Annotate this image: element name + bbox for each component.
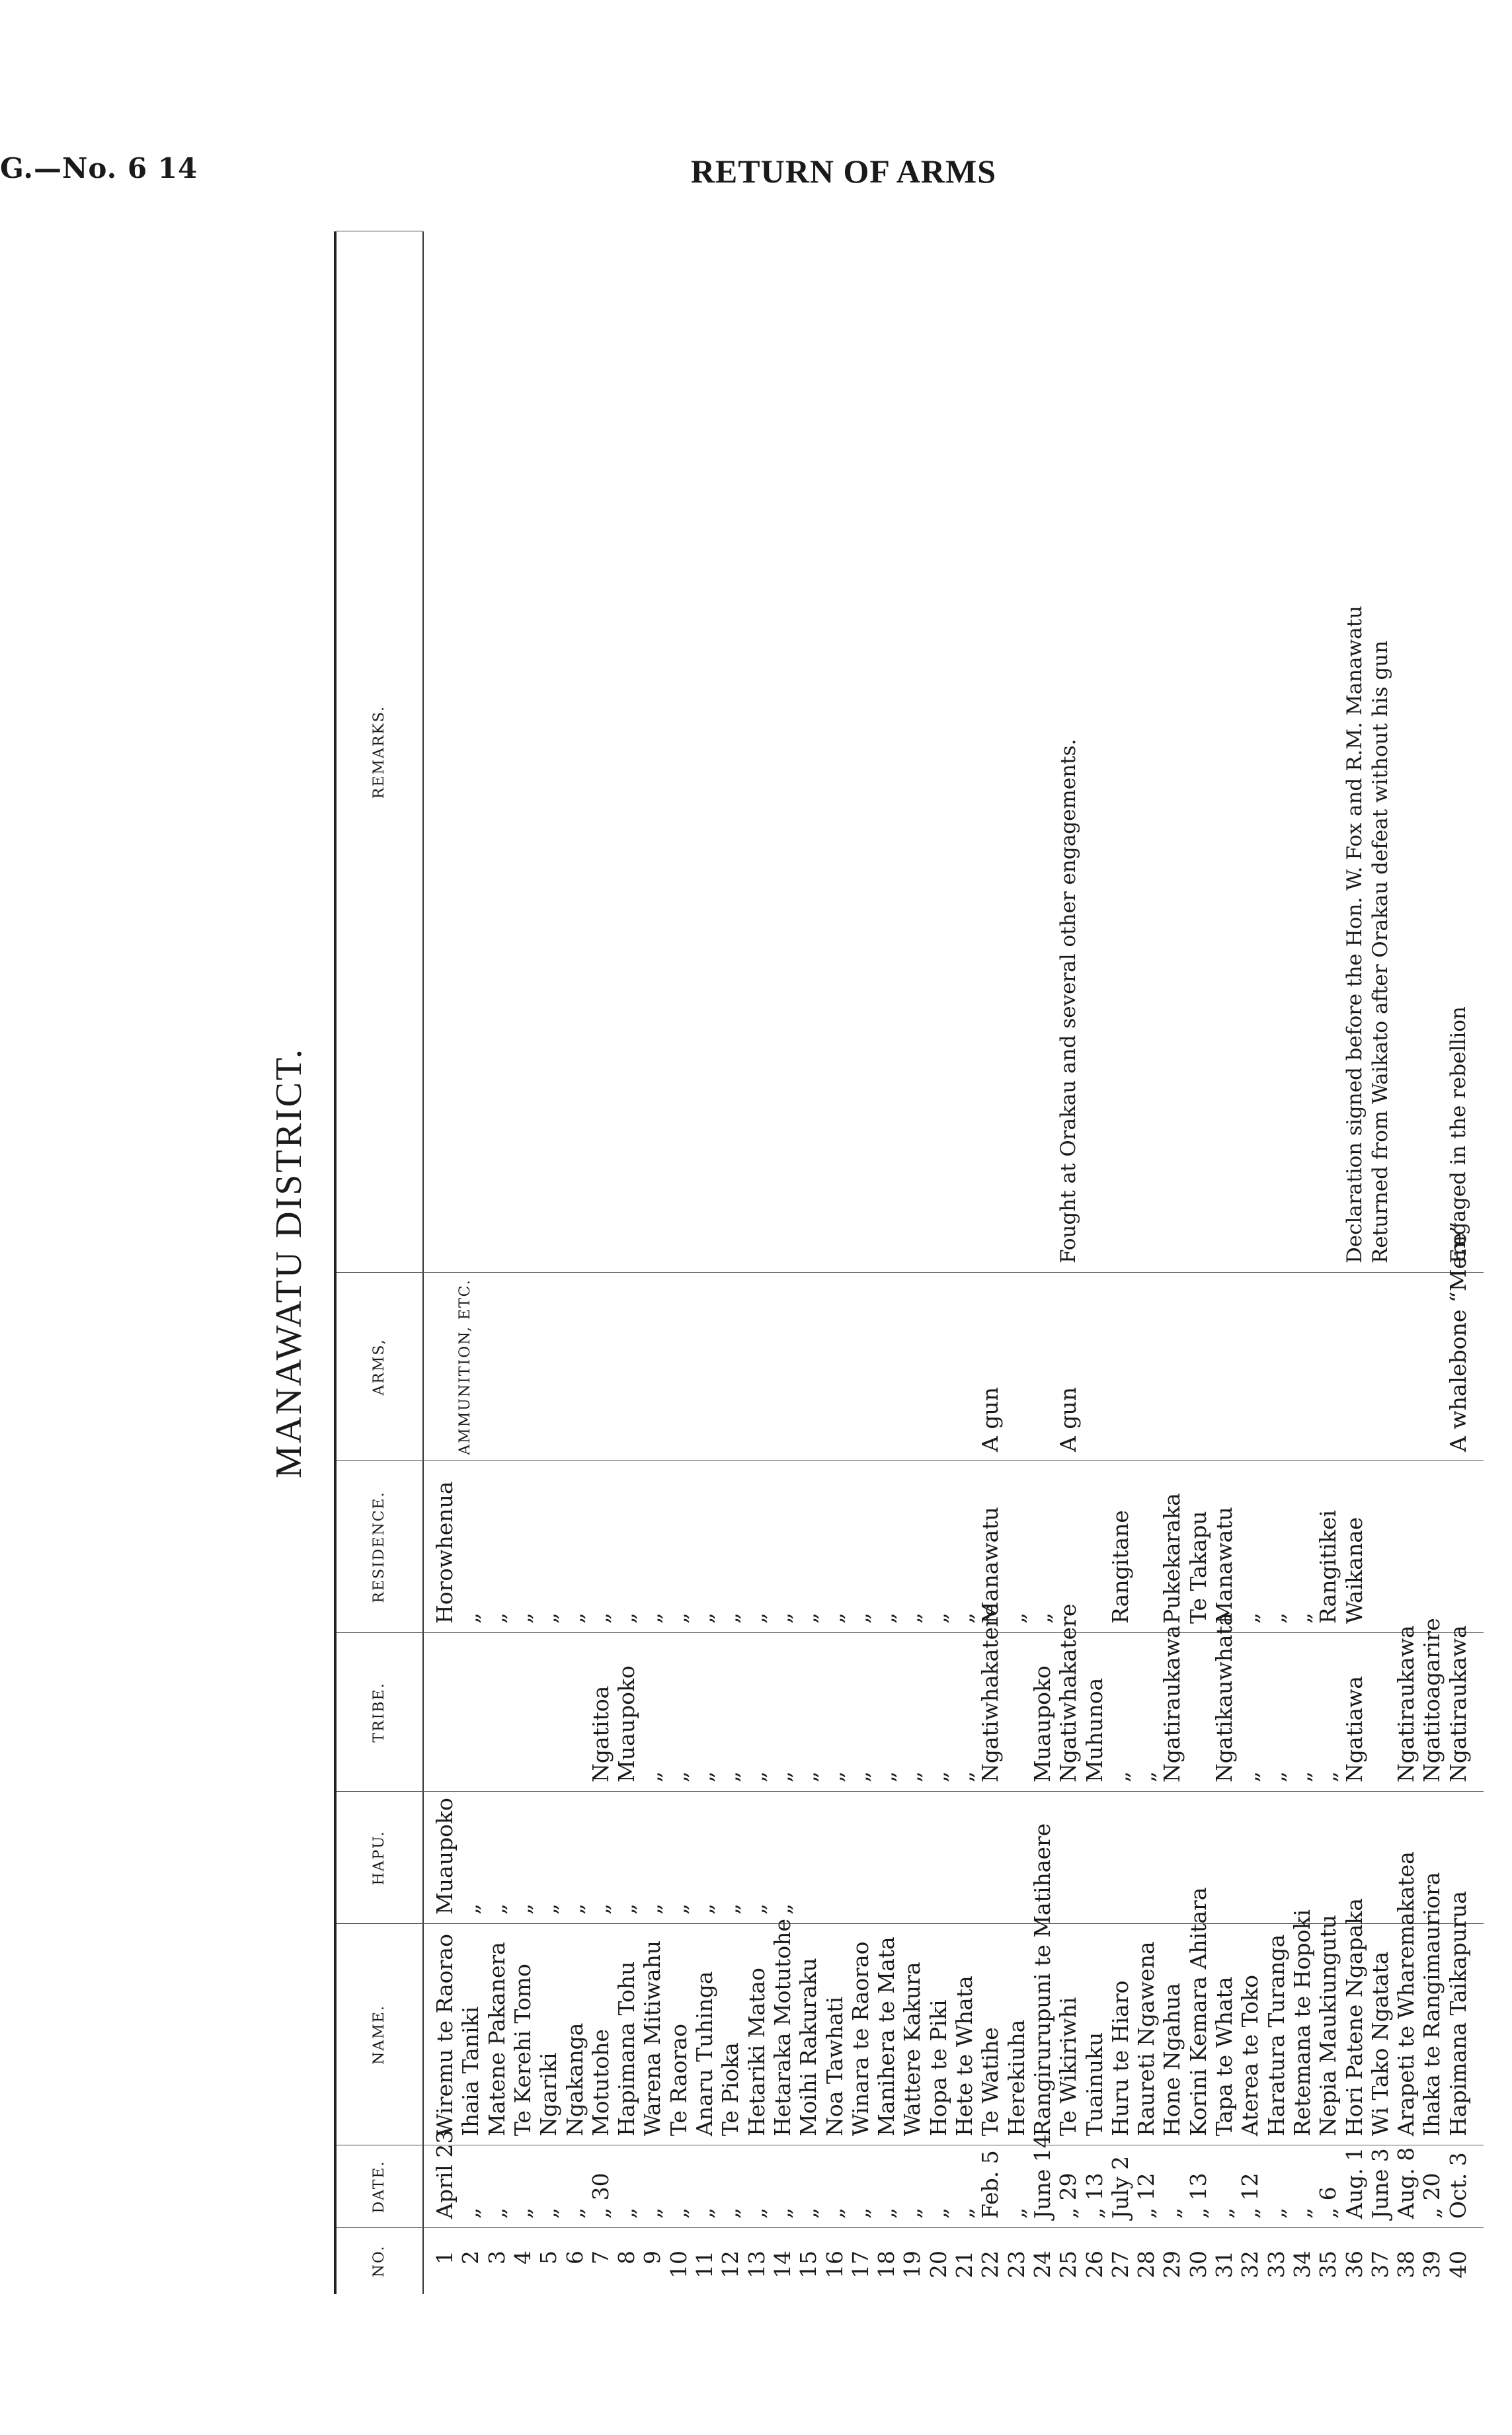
cell-residence: „ [1289,1612,1315,1624]
cell-remarks: Returned from Waikato after Orakau defeat without his gun [1368,640,1392,1263]
cell-date: „ [458,2207,484,2219]
cell-hapu: „ [692,1903,717,1915]
cell-date: „ 13 [1185,2173,1211,2219]
cell-tribe: „ [1107,1771,1133,1782]
cell-hapu: „ [587,1903,614,1915]
cell-hapu: „ [743,1903,770,1915]
cell-tribe: „ [1237,1771,1263,1782]
cell-date: „ [925,2207,951,2219]
cell-no: 39 [1419,2251,1445,2278]
cell-remarks: Declaration signed before the Hon. W. Fox and R.M. Manawatu [1342,606,1367,1263]
cell-name: Nepia Maukiungutu [1315,1915,1341,2136]
cell-no: 8 [614,2251,640,2264]
cell-date: „ [561,2207,588,2219]
cell-no: 37 [1367,2251,1393,2278]
cell-no: 17 [847,2251,873,2278]
cell-tribe: „ [951,1771,977,1782]
cell-residence: „ [951,1612,977,1624]
cell-no: 35 [1315,2251,1341,2278]
cell-hapu: Muaupoko [432,1798,458,1915]
cell-residence: „ [536,1612,562,1624]
cell-name: Arapeti te Wharemakatea [1393,1851,1419,2136]
cell-date: „ [639,2207,666,2219]
cell-date: Feb. 5 [977,2150,1004,2219]
cell-no: 28 [1133,2251,1160,2278]
cell-name: Te Wikiriwhi [1055,1997,1082,2136]
cell-tribe: „ [743,1771,770,1782]
cell-date: „ [509,2207,536,2219]
cell-no: 21 [951,2251,977,2278]
cell-tribe: „ [692,1771,717,1782]
cell-no: 11 [692,2251,717,2278]
cell-residence: „ [717,1612,744,1624]
cell-arms: A whalebone “Mere” [1445,1221,1471,1452]
cell-remarks: Engaged in the rebellion [1446,1006,1470,1263]
cell-hapu: „ [639,1903,666,1915]
cell-date: „ [795,2207,822,2219]
column-header-name: NAME. [337,1923,422,2145]
cell-no: 18 [873,2251,900,2278]
cell-tribe: Muaupoko [1029,1665,1055,1782]
cell-no: 23 [1003,2251,1029,2278]
cell-tribe: Ngatikauwhata [1211,1613,1237,1782]
cell-date: „ 30 [587,2173,614,2219]
cell-no: 40 [1445,2251,1471,2278]
cell-no: 25 [1055,2251,1082,2278]
cell-date: April 23 [432,2130,458,2219]
cell-no: 14 [769,2251,795,2278]
cell-date: „ 13 [1081,2173,1107,2219]
cell-date: „ [873,2207,900,2219]
cell-hapu: „ [769,1903,795,1915]
cell-date: „ [769,2207,795,2219]
cell-tribe: Ngatiraukawa [1445,1625,1471,1782]
cell-no: 1 [432,2251,458,2264]
cell-hapu: „ [483,1903,510,1915]
cell-no: 38 [1393,2251,1419,2278]
cell-residence: „ [483,1612,510,1624]
cell-name: Hopa te Piki [925,1999,951,2136]
cell-name: Te Pioka [717,2042,744,2136]
cell-residence: „ [614,1612,640,1624]
cell-name: Rangirurupuni te Matihaere [1029,1823,1055,2136]
cell-residence: „ [1003,1612,1029,1624]
cell-residence: „ [587,1612,614,1624]
cell-no: 5 [536,2251,562,2264]
cell-hapu: „ [717,1903,744,1915]
cell-residence: „ [795,1612,822,1624]
column-divider [422,1272,1484,1273]
column-header-residence: RESIDENCE. [337,1460,422,1633]
cell-name: Ihaia Taniki [458,2006,484,2136]
cell-no: 13 [743,2251,770,2278]
cell-tribe: Muhunoa [1081,1677,1107,1782]
cell-date: „ [717,2207,744,2219]
cell-date: „ [899,2207,926,2219]
cell-hapu: „ [536,1903,562,1915]
cell-name: Huru te Hiaro [1107,1980,1133,2136]
cell-name: Manihera te Mata [873,1936,900,2136]
cell-residence: „ [458,1612,484,1624]
cell-name: Ngariki [536,2052,562,2136]
cell-name: Raureti Ngawena [1133,1941,1160,2136]
cell-tribe: „ [899,1771,926,1782]
cell-residence: Rangitikei [1315,1509,1341,1624]
cell-remarks: Fought at Orakau and several other engagements. [1056,738,1081,1263]
cell-tribe: „ [1315,1771,1341,1782]
cell-name: Ihaka te Rangimauriora [1419,1872,1445,2136]
cell-name: Aterea te Toko [1237,1975,1263,2136]
cell-no: 32 [1237,2251,1263,2278]
district-title: MANAWATU DISTRICT. [268,1047,309,1479]
cell-date: June 14 [1029,2134,1055,2219]
cell-date: „ [692,2207,717,2219]
cell-name: Warena Mitiwahu [639,1940,666,2136]
cell-name: Hapimana Taikapurua [1445,1891,1471,2136]
cell-no: 4 [509,2251,536,2264]
cell-name: Ngakanga [561,2022,588,2136]
cell-date: „ 20 [1419,2173,1445,2219]
cell-date: June 3 [1367,2148,1393,2219]
cell-name: Tuainuku [1081,2032,1107,2136]
cell-residence: „ [639,1612,666,1624]
cell-date: „ 6 [1315,2186,1341,2219]
cell-arms: A gun [977,1387,1004,1452]
cell-no: 33 [1263,2251,1289,2278]
cell-tribe: „ [1263,1771,1289,1782]
cell-residence: Pukekaraka [1159,1493,1185,1624]
cell-no: 10 [665,2251,692,2278]
cell-date: „ [665,2207,692,2219]
cell-date: „ [847,2207,873,2219]
cell-residence: „ [847,1612,873,1624]
cell-tribe: „ [665,1771,692,1782]
cell-date: „ [1159,2207,1185,2219]
cell-date: „ [951,2207,977,2219]
cell-date: July 2 [1107,2155,1133,2219]
cell-name: Hete te Whata [951,1976,977,2136]
cell-name: Te Kerehi Tomo [509,1964,536,2136]
cell-residence: „ [1029,1612,1055,1624]
cell-name: Te Watihe [977,2027,1004,2136]
cell-date: „ [536,2207,562,2219]
column-header-remarks: REMARKS. [337,231,422,1273]
cell-name: Matene Pakanera [483,1942,510,2136]
cell-tribe: „ [795,1771,822,1782]
cell-residence: Manawatu [1211,1507,1237,1624]
cell-residence: „ [821,1612,848,1624]
cell-hapu: „ [665,1903,692,1915]
column-header-no: NO. [337,2227,422,2294]
cell-date: „ [1263,2207,1289,2219]
cell-residence: Rangitane [1107,1510,1133,1624]
cell-residence: Horowhenua [432,1481,458,1624]
column-header-arms: ARMS, AMMUNITION, ETC. [337,1272,422,1461]
cell-tribe: „ [769,1771,795,1782]
cell-no: 29 [1159,2251,1185,2278]
page-title: RETURN OF ARMS [690,153,996,190]
cell-date: „ [483,2207,510,2219]
cell-hapu: „ [509,1903,536,1915]
rotated-table-page [264,231,1481,2294]
cell-no: 6 [561,2251,588,2264]
cell-arms: A gun [1055,1387,1082,1452]
cell-date: „ [614,2207,640,2219]
cell-date: „ 12 [1133,2173,1160,2219]
cell-residence: „ [509,1612,536,1624]
cell-name: Retemana te Hopoki [1289,1909,1315,2136]
cell-date: Oct. 3 [1445,2152,1471,2219]
cell-no: 15 [795,2251,822,2278]
cell-no: 2 [458,2251,484,2264]
cell-no: 24 [1029,2251,1055,2278]
cell-residence: „ [769,1612,795,1624]
cell-name: Hetariki Matao [743,1968,770,2136]
cell-date: „ 12 [1237,2173,1263,2219]
cell-hapu: „ [458,1903,484,1915]
cell-residence: „ [1237,1612,1263,1624]
cell-date: „ [1003,2207,1029,2219]
column-divider [422,1632,1484,1633]
cell-tribe: „ [1289,1771,1315,1782]
cell-name: Wiremu te Raorao [432,1934,458,2136]
cell-no: 31 [1211,2251,1237,2278]
cell-residence: „ [925,1612,951,1624]
cell-residence: „ [899,1612,926,1624]
cell-tribe: „ [717,1771,744,1782]
cell-no: 34 [1289,2251,1315,2278]
cell-tribe: Ngatiwhakatere [977,1603,1004,1782]
cell-name: Herekiuha [1003,2019,1029,2136]
cell-name: Anaru Tuhinga [692,1971,717,2136]
cell-date: „ [1211,2207,1237,2219]
cell-tribe: Ngatiraukawa [1159,1625,1185,1782]
cell-no: 19 [899,2251,926,2278]
cell-no: 22 [977,2251,1004,2278]
column-divider [422,1791,1484,1792]
cell-name: Motutohe [587,2028,614,2136]
cell-no: 20 [925,2251,951,2278]
cell-name: Hori Patene Ngapaka [1341,1897,1367,2136]
cell-tribe: Muaupoko [614,1665,640,1782]
cell-date: Aug. 1 [1341,2147,1367,2219]
cell-name: Hone Ngahua [1159,1983,1185,2136]
cell-name: Wi Tako Ngatata [1367,1951,1393,2136]
cell-residence: „ [873,1612,900,1624]
cell-no: 3 [483,2251,510,2264]
cell-no: 26 [1081,2251,1107,2278]
cell-tribe: Ngatitoagarire [1419,1618,1445,1782]
cell-name: Winara te Raorao [847,1941,873,2136]
page-number-header: G.—No. 6 14 [0,152,198,184]
cell-no: 30 [1185,2251,1211,2278]
cell-name: Hetaraka Motutohe [769,1919,795,2136]
cell-hapu: „ [614,1903,640,1915]
arms-return-table [334,231,1484,2294]
cell-tribe: „ [873,1771,900,1782]
cell-no: 36 [1341,2251,1367,2278]
cell-date: „ 29 [1055,2173,1082,2219]
cell-name: Moihi Rakuraku [795,1958,822,2136]
cell-name: Te Raorao [665,2024,692,2136]
cell-residence: Waikanae [1341,1517,1367,1624]
cell-name: Haratura Turanga [1263,1934,1289,2136]
cell-residence: „ [743,1612,770,1624]
cell-tribe: Ngatitoa [587,1685,614,1782]
column-header-date: DATE. [337,2145,422,2228]
cell-tribe: „ [925,1771,951,1782]
cell-residence: „ [665,1612,692,1624]
cell-tribe: Ngatiraukawa [1393,1625,1419,1782]
cell-date: Aug. 8 [1393,2147,1419,2219]
cell-tribe: „ [1133,1771,1160,1782]
cell-tribe: „ [639,1771,666,1782]
cell-name: Wattere Kakura [899,1962,926,2136]
cell-no: 9 [639,2251,666,2264]
column-divider [422,2227,1484,2228]
column-header-hapu: HAPU. [337,1791,422,1924]
cell-name: Hapimana Tohu [614,1961,640,2136]
column-divider [422,1460,1484,1461]
cell-residence: „ [1263,1612,1289,1624]
cell-no: 7 [587,2251,614,2264]
cell-tribe: Ngatiwhakatere [1055,1603,1082,1782]
cell-hapu: „ [561,1903,588,1915]
cell-date: „ [743,2207,770,2219]
cell-name: Noa Tawhati [821,1996,848,2136]
cell-no: 27 [1107,2251,1133,2278]
column-header-tribe: TRIBE. [337,1632,422,1792]
cell-name: Korini Kemara Ahitara [1185,1887,1211,2136]
cell-residence: Manawatu [977,1507,1004,1624]
cell-name: Tapa te Whata [1211,1976,1237,2136]
cell-tribe: „ [847,1771,873,1782]
cell-residence: „ [692,1612,717,1624]
cell-tribe: „ [821,1771,848,1782]
cell-tribe: Ngatiawa [1341,1675,1367,1782]
cell-date: „ [821,2207,848,2219]
cell-date: „ [1289,2207,1315,2219]
cell-no: 12 [717,2251,744,2278]
cell-residence: Te Takapu [1185,1511,1211,1624]
cell-no: 16 [821,2251,848,2278]
cell-residence: „ [561,1612,588,1624]
